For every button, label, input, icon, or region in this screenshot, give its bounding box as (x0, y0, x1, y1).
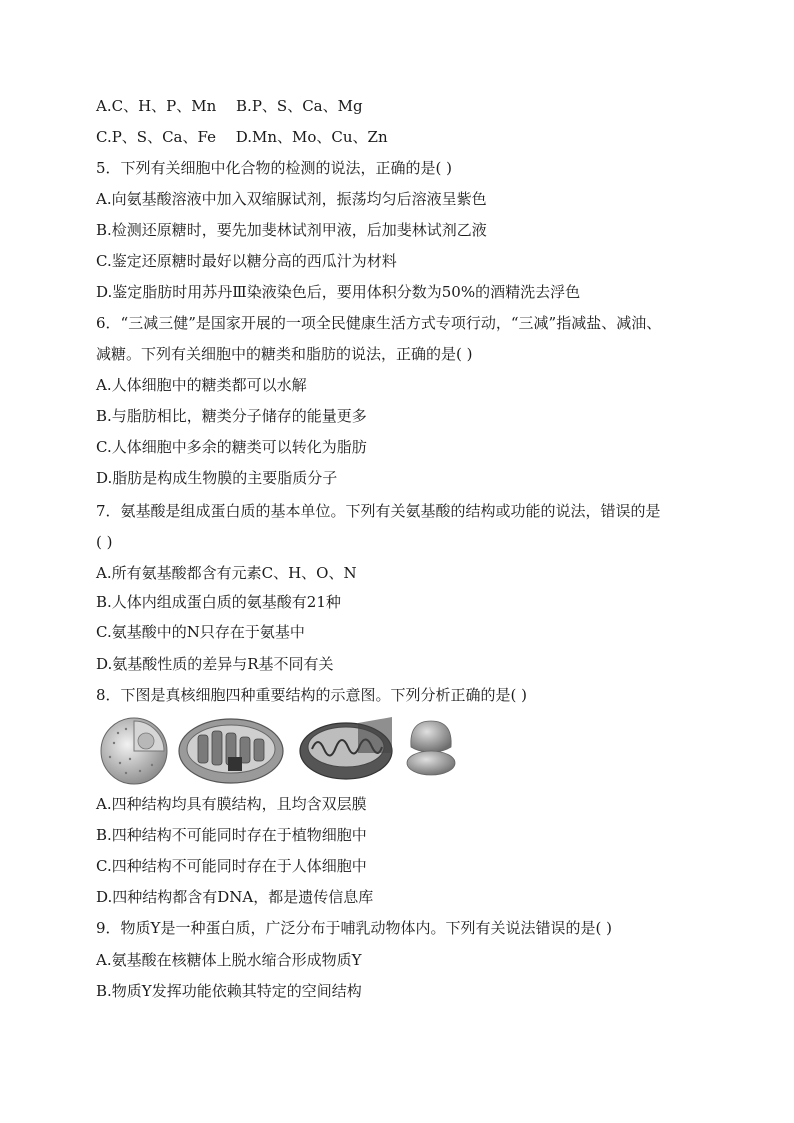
q7-option-b: B.人体内组成蛋白质的氨基酸有21种 (96, 593, 341, 611)
q6-option-c: C.人体细胞中多余的糖类可以转化为脂肪 (96, 438, 367, 456)
chloroplast-figure (176, 713, 286, 785)
q5-option-a: A.向氨基酸溶液中加入双缩脲试剂，振荡均匀后溶液呈紫色 (96, 190, 487, 208)
nucleus-figure (96, 713, 172, 785)
q8-option-d: D.四种结构都含有DNA，都是遗传信息库 (96, 888, 374, 906)
q7-option-d: D.氨基酸性质的差异与R基不同有关 (96, 655, 334, 673)
q5-option-b: B.检测还原糖时，要先加斐林试剂甲液，后加斐林试剂乙液 (96, 221, 487, 239)
q7-option-c: C.氨基酸中的N只存在于氨基中 (96, 623, 305, 641)
q8-option-b: B.四种结构不可能同时存在于植物细胞中 (96, 826, 367, 844)
q4-options-cd: C.P、S、Ca、Fe D.Mn、Mo、Cu、Zn (96, 128, 388, 146)
q8-stem: 8．下图是真核细胞四种重要结构的示意图。下列分析正确的是( ) (96, 686, 528, 704)
q5-option-d: D.鉴定脂肪时用苏丹Ⅲ染液染色后，要用体积分数为50%的酒精洗去浮色 (96, 283, 581, 301)
q9-stem: 9．物质Y是一种蛋白质，广泛分布于哺乳动物体内。下列有关说法错误的是( ) (96, 919, 612, 937)
organelle-figures (96, 713, 466, 785)
q6-stem-line1: 6．“三减三健”是国家开展的一项全民健康生活方式专项行动，“三减”指减盐、减油、 (96, 314, 662, 332)
q7-stem-line1: 7．氨基酸是组成蛋白质的基本单位。下列有关氨基酸的结构或功能的说法，错误的是 (96, 502, 661, 520)
ribosome-figure (401, 713, 461, 785)
q6-option-a: A.人体细胞中的糖类都可以水解 (96, 376, 307, 394)
q8-option-a: A.四种结构均具有膜结构，且均含双层膜 (96, 795, 367, 813)
q9-option-a: A.氨基酸在核糖体上脱水缩合形成物质Y (96, 951, 362, 969)
q6-stem-line2: 减糖。下列有关细胞中的糖类和脂肪的说法，正确的是( ) (96, 345, 473, 363)
q7-stem-line2: ( ) (96, 533, 113, 551)
q5-stem: 5．下列有关细胞中化合物的检测的说法，正确的是( ) (96, 159, 453, 177)
q6-option-d: D.脂肪是构成生物膜的主要脂质分子 (96, 469, 338, 487)
q8-option-c: C.四种结构不可能同时存在于人体细胞中 (96, 857, 367, 875)
q4-options-ab: A.C、H、P、Mn B.P、S、Ca、Mg (96, 97, 363, 115)
mitochondrion-figure (296, 713, 396, 785)
q7-option-a: A.所有氨基酸都含有元素C、H、O、N (96, 564, 357, 582)
q5-option-c: C.鉴定还原糖时最好以糖分高的西瓜汁为材料 (96, 252, 397, 270)
q6-option-b: B.与脂肪相比，糖类分子储存的能量更多 (96, 407, 367, 425)
q9-option-b: B.物质Y发挥功能依赖其特定的空间结构 (96, 982, 362, 1000)
